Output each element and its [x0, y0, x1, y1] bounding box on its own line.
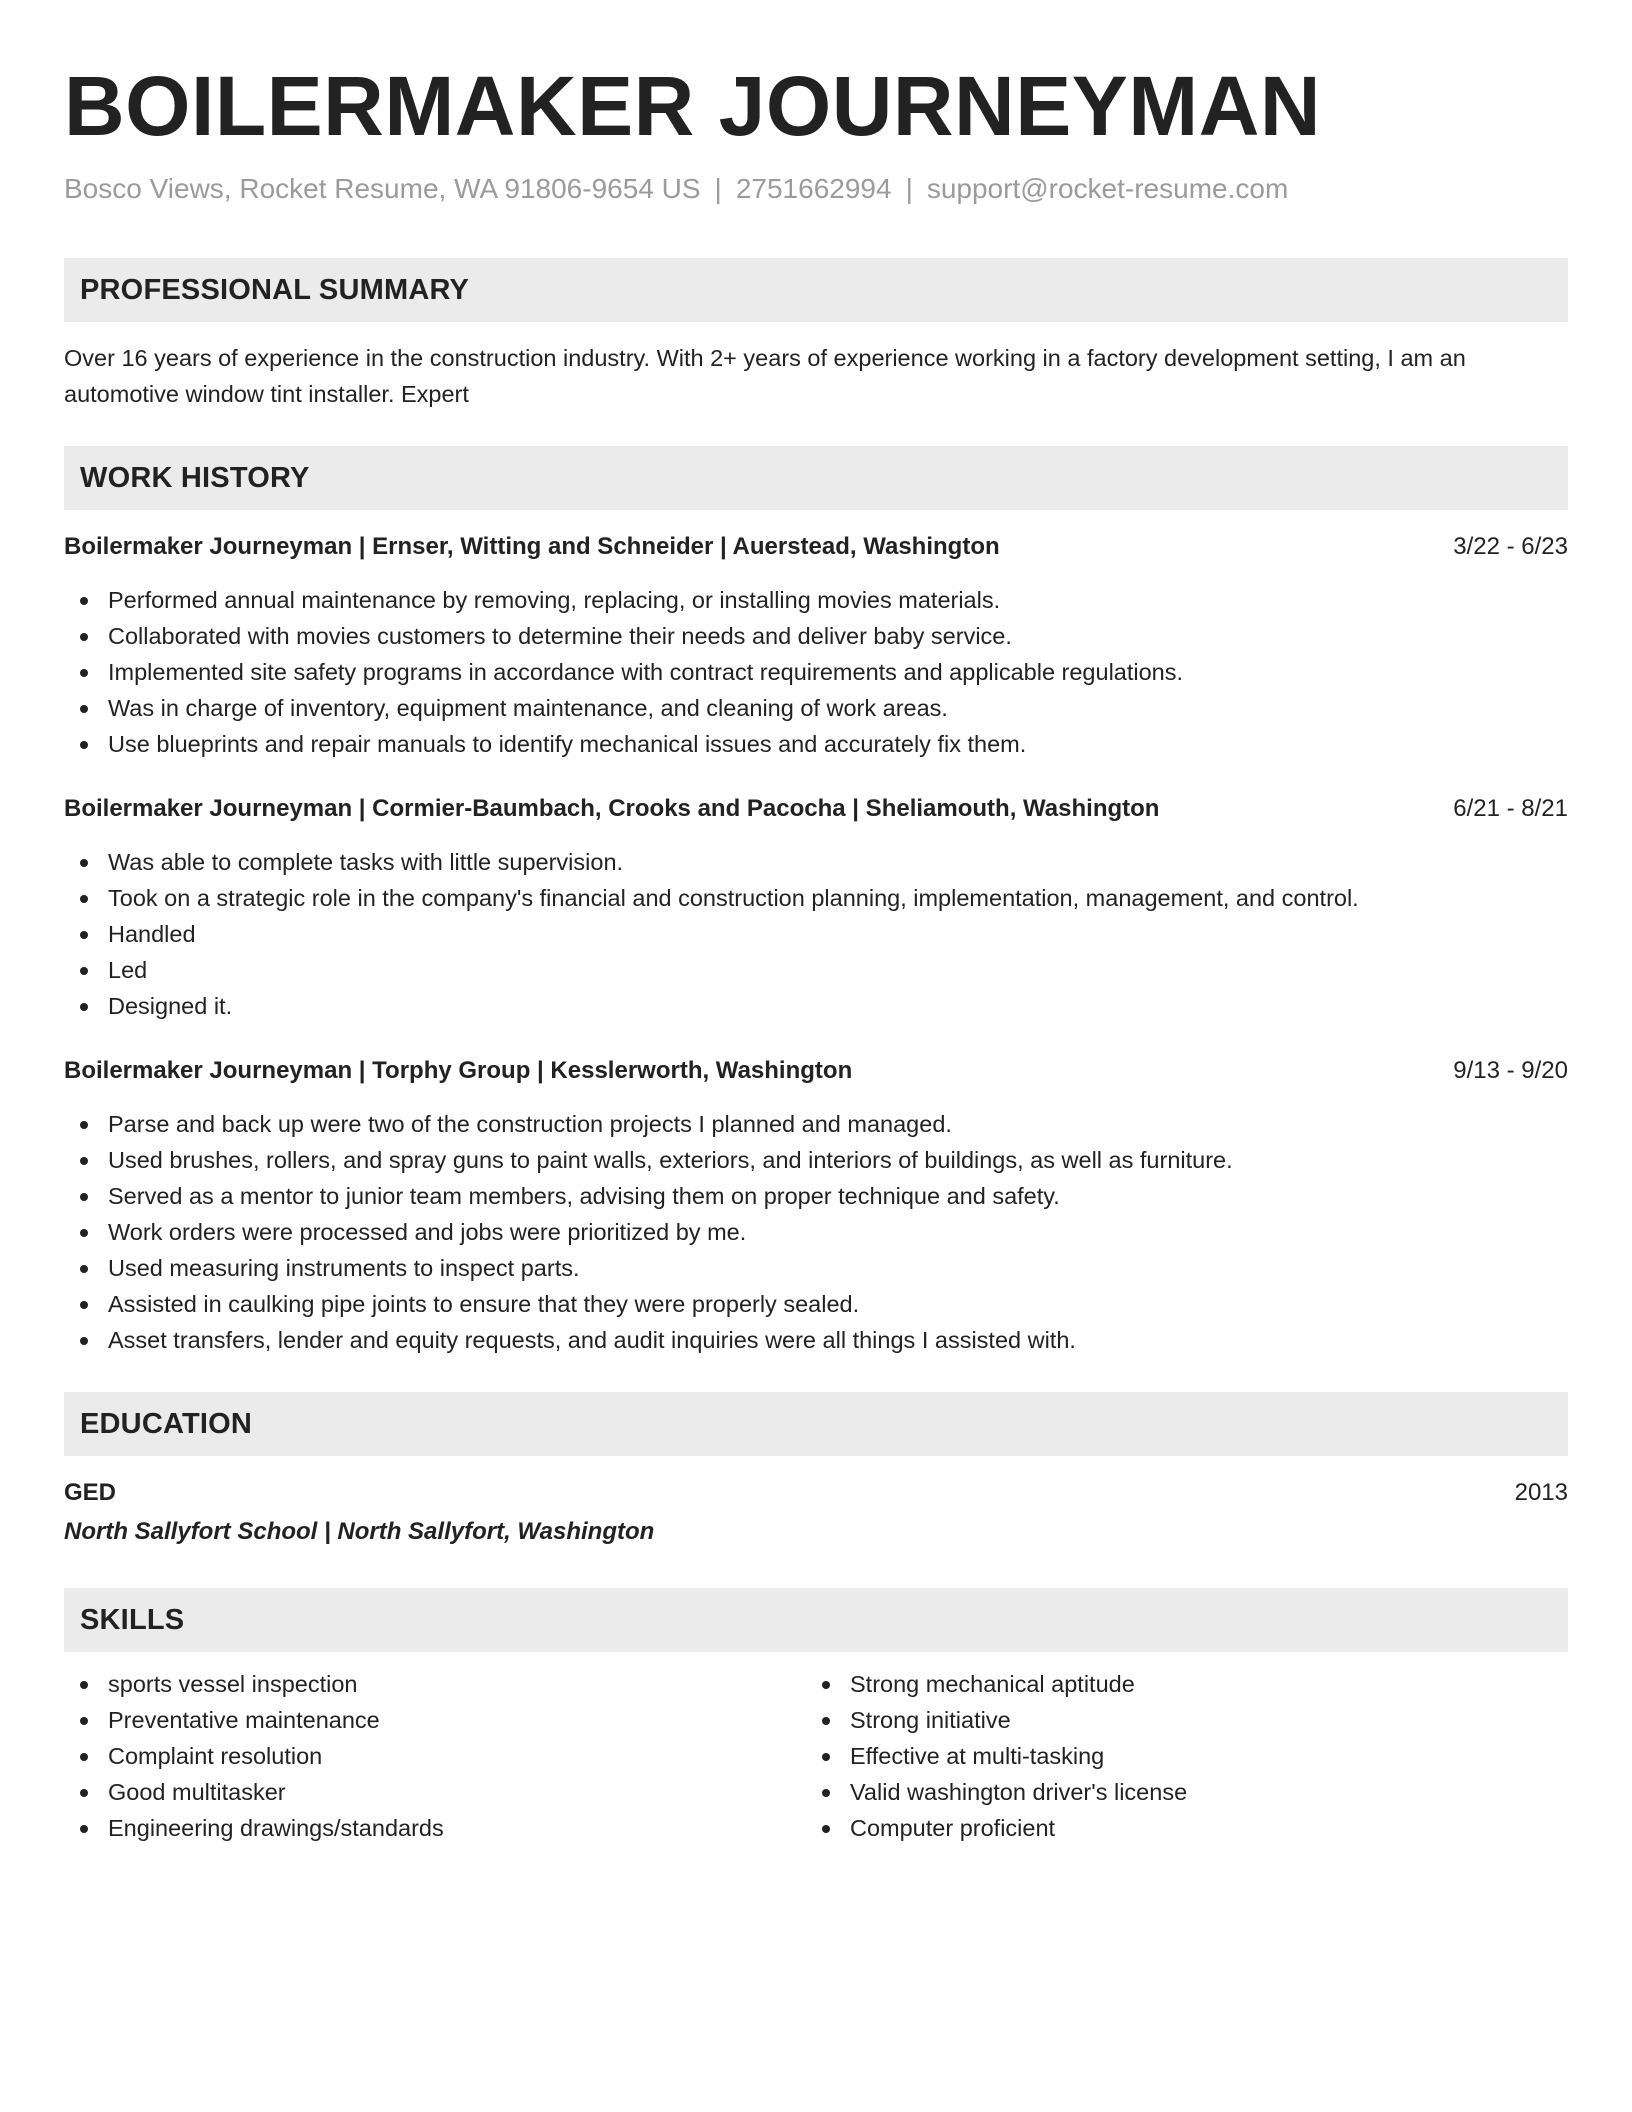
skill-item: Strong initiative: [806, 1702, 1548, 1738]
job-entry: [64, 530, 1568, 762]
job-bullet: Designed it.: [64, 988, 1568, 1024]
education-year: 2013: [1514, 1479, 1568, 1506]
contact-address: Bosco Views, Rocket Resume, WA 91806-9654 US: [64, 173, 701, 204]
job-header: [64, 792, 1568, 826]
contact-separator: |: [905, 173, 913, 204]
skill-item: Preventative maintenance: [64, 1702, 806, 1738]
skill-item: Good multitasker: [64, 1774, 806, 1810]
job-header: [64, 1054, 1568, 1088]
education-entry: [64, 1476, 1568, 1510]
job-dates: 3/22 - 6/23: [1453, 533, 1568, 560]
skill-item: Valid washington driver's license: [806, 1774, 1548, 1810]
job-entry: [64, 792, 1568, 1024]
job-dates: 9/13 - 9/20: [1453, 1057, 1568, 1084]
skills-bullets: [64, 1666, 806, 1846]
contact-phone: 2751662994: [735, 173, 892, 204]
job-title: Boilermaker Journeyman | Cormier-Baumbach, Crooks and Pacocha | Sheliamouth, Washington: [64, 795, 1160, 822]
job-bullet: Performed annual maintenance by removing, replacing, or installing movies materials.: [64, 582, 1568, 618]
job-title: Boilermaker Journeyman | Ernser, Witting and Schneider | Auerstead, Washington: [64, 533, 1000, 560]
job-bullet: Served as a mentor to junior team members, advising them on proper technique and safety.: [64, 1178, 1568, 1214]
job-bullet: Implemented site safety programs in accordance with contract requirements and applicable regulations.: [64, 654, 1568, 690]
job-bullet: Led: [64, 952, 1568, 988]
job-dates: 6/21 - 8/21: [1453, 795, 1568, 822]
skills-column-left: [64, 1666, 806, 1846]
skill-item: Effective at multi-tasking: [806, 1738, 1548, 1774]
skill-item: Complaint resolution: [64, 1738, 806, 1774]
summary-text: Over 16 years of experience in the construction industry. With 2+ years of experience working in a factory development setting, I am an automotive window tint installer. Expert: [64, 345, 1466, 407]
resume-page: [64, 56, 1568, 1846]
education-school: North Sallyfort School | North Sallyfort, Washington: [64, 1518, 655, 1545]
skills-bullets: [806, 1666, 1548, 1846]
skills-heading: SKILLS: [64, 1588, 1568, 1652]
job-bullet: Use blueprints and repair manuals to identify mechanical issues and accurately fix them.: [64, 726, 1568, 762]
skill-item: Computer proficient: [806, 1810, 1548, 1846]
skill-item: Strong mechanical aptitude: [806, 1666, 1548, 1702]
job-bullet: Handled: [64, 916, 1568, 952]
job-bullet: Collaborated with movies customers to determine their needs and deliver baby service.: [64, 618, 1568, 654]
skills-column-right: [806, 1666, 1548, 1846]
job-bullet: Was able to complete tasks with little supervision.: [64, 844, 1568, 880]
job-entry: [64, 1054, 1568, 1358]
job-bullet: Used measuring instruments to inspect parts.: [64, 1250, 1568, 1286]
contact-separator: |: [714, 173, 722, 204]
job-bullets: [64, 1106, 1568, 1358]
job-bullet: Parse and back up were two of the construction projects I planned and managed.: [64, 1106, 1568, 1142]
job-bullet: Work orders were processed and jobs were prioritized by me.: [64, 1214, 1568, 1250]
job-bullet: Assisted in caulking pipe joints to ensure that they were properly sealed.: [64, 1286, 1568, 1322]
job-bullet: Used brushes, rollers, and spray guns to paint walls, exteriors, and interiors of buildings, as well as furniture.: [64, 1142, 1568, 1178]
job-bullet: Took on a strategic role in the company's financial and construction planning, implementation, management, and control.: [64, 880, 1568, 916]
job-bullet: Was in charge of inventory, equipment maintenance, and cleaning of work areas.: [64, 690, 1568, 726]
job-bullets: [64, 582, 1568, 762]
skill-item: Engineering drawings/standards: [64, 1810, 806, 1846]
job-bullet: Asset transfers, lender and equity requests, and audit inquiries were all things I assisted with.: [64, 1322, 1568, 1358]
summary-heading: PROFESSIONAL SUMMARY: [64, 258, 1568, 322]
education-heading: EDUCATION: [64, 1392, 1568, 1456]
skill-item: sports vessel inspection: [64, 1666, 806, 1702]
job-title: Boilermaker Journeyman | Torphy Group | Kesslerworth, Washington: [64, 1057, 853, 1084]
job-header: [64, 530, 1568, 564]
skills-list: [64, 1666, 1568, 1846]
work-history-heading: WORK HISTORY: [64, 446, 1568, 510]
job-bullets: [64, 844, 1568, 1024]
education-degree: GED: [64, 1479, 117, 1506]
candidate-name: BOILERMAKER JOURNEYMAN: [64, 59, 1322, 153]
contact-email: support@rocket-resume.com: [926, 173, 1289, 204]
contact-line: [64, 170, 1568, 208]
